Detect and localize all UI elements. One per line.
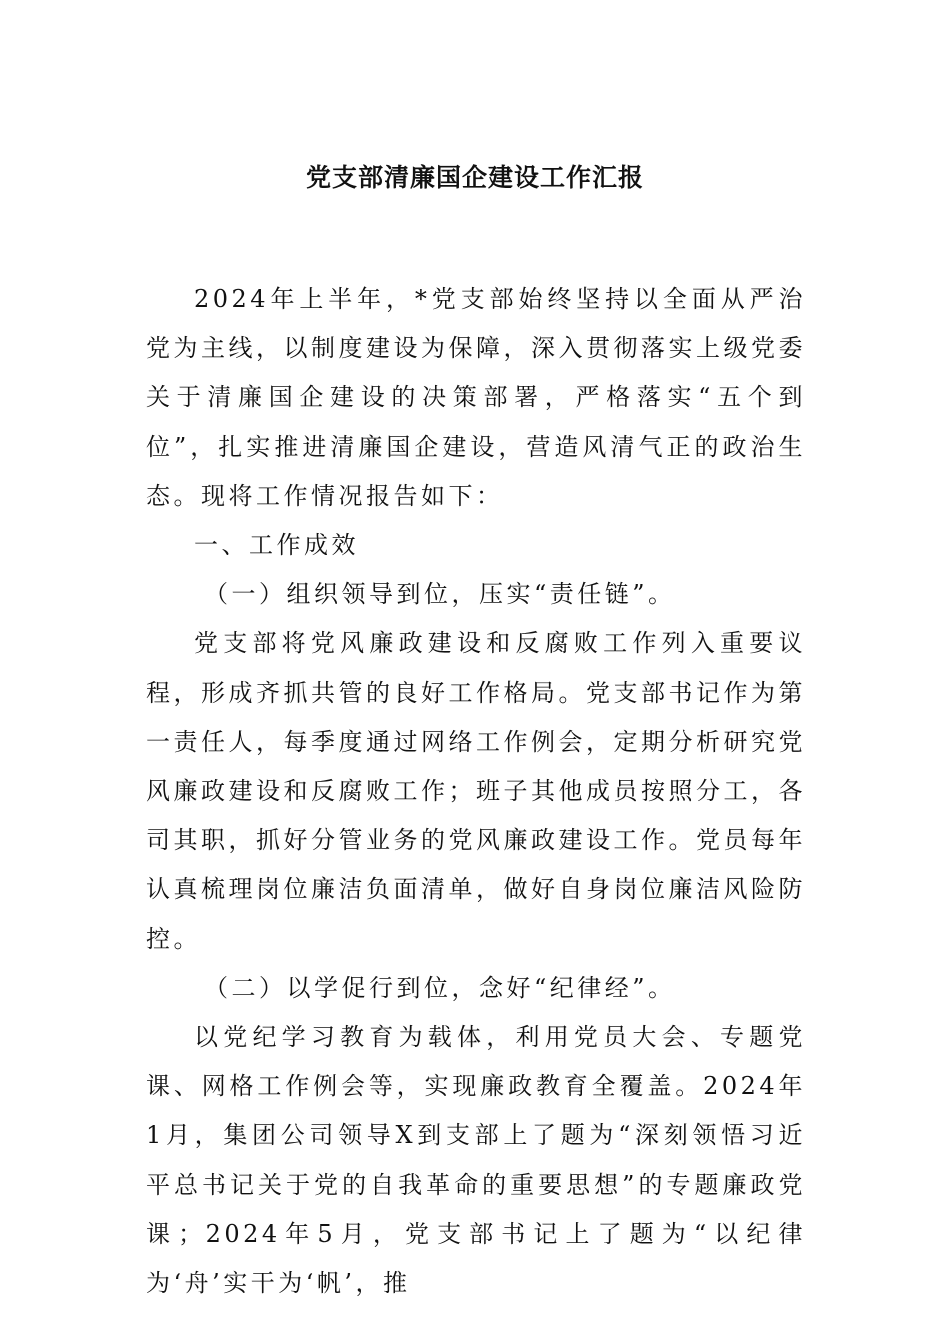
subsection-heading-leadership: （一）组织领导到位，压实“责任链”。 xyxy=(204,580,676,609)
subsection-heading-study: （二）以学促行到位，念好“纪律经”。 xyxy=(204,973,676,1002)
document-body xyxy=(146,275,806,1308)
paragraph-intro: 2024年上半年，*党支部始终坚持以全面从严治党为主线，以制度建设为保障，深入贯彻落实上级党委关于清廉国企建设的决策部署，严格落实“五个到位”，扎实推进清廉国企建设，营造风清气正的政治生态。现将工作情况报告如下： xyxy=(146,285,806,510)
paragraph-leadership: 党支部将党风廉政建设和反腐败工作列入重要议程，形成齐抓共管的良好工作格局。党支部书记作为第一责任人，每季度通过网络工作例会，定期分析研究党风廉政建设和反腐败工作；班子其他成员按照分工，各司其职，抓好分管业务的党风廉政建设工作。党员每年认真梳理岗位廉洁负面清单，做好自身岗位廉洁风险防控。 xyxy=(146,629,806,953)
section-heading-results: 一、工作成效 xyxy=(194,531,359,560)
document-title: 党支部清廉国企建设工作汇报 xyxy=(305,163,644,192)
paragraph-study: 以党纪学习教育为载体，利用党员大会、专题党课、网格工作例会等，实现廉政教育全覆盖。2024年1月，集团公司领导X到支部上了题为“深刻领悟习近平总书记关于党的自我革命的重要思想”的专题廉政党课；2024年5月，党支部书记上了题为“以纪律为‘舟’实干为‘帆’，推 xyxy=(146,1023,806,1298)
